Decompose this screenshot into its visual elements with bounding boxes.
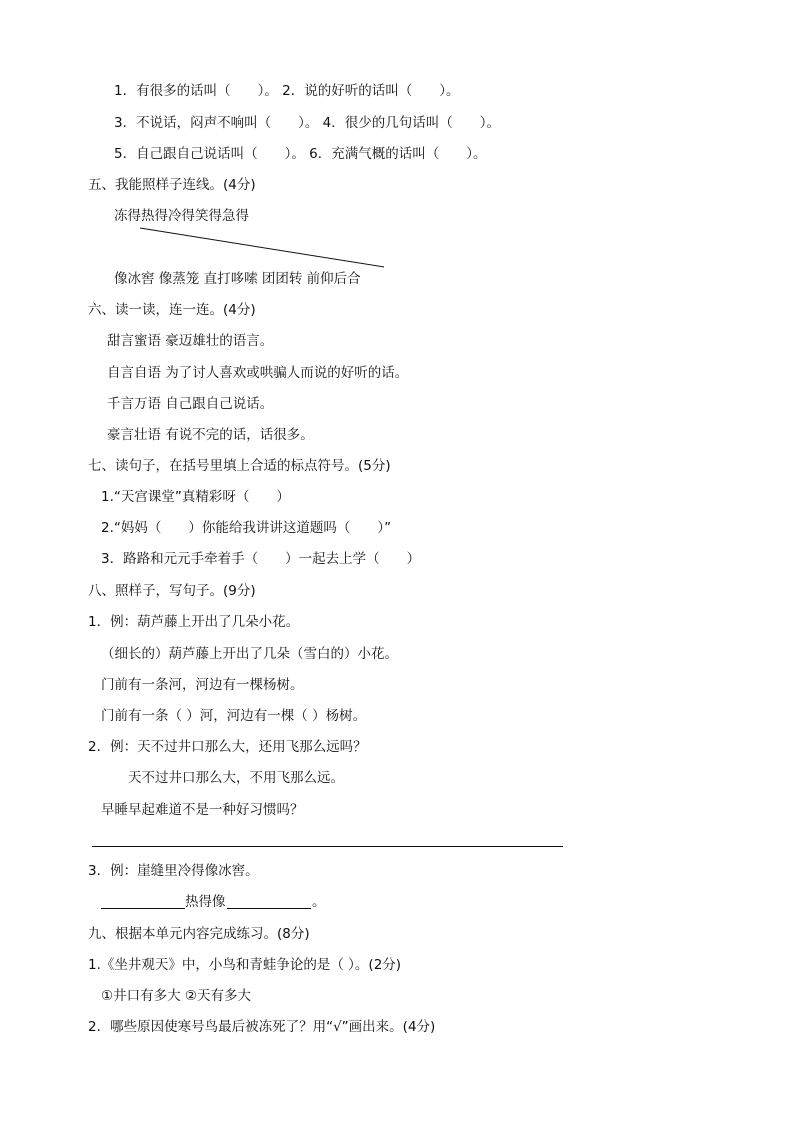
idiom-row-3: 千言万语 自己跟自己说话。 xyxy=(107,396,274,412)
question-3-period: 。 xyxy=(312,894,326,910)
question-1: 门前有一条河，河边有一棵杨树。 xyxy=(101,677,304,693)
question-line-1-2: 1．有很多的话叫（ ）。 2．说的好听的话叫（ ）。 xyxy=(114,83,460,99)
question-9-1: 1.《坐井观天》中，小鸟和青蛙争论的是（ ）。(2分) xyxy=(88,957,402,973)
question-3-text: 热得像 xyxy=(185,894,226,910)
punctuation-sentence-1: 1.“天宫课堂”真精彩呀（ ） xyxy=(101,489,290,505)
example-2: 2．例：天不过井口那么大，还用飞那么远吗？ xyxy=(88,739,367,755)
connect-bottom-words: 像冰窖 像蒸笼 直打哆嗦 团团转 前仰后合 xyxy=(114,271,361,287)
idiom-row-4: 豪言壮语 有说不完的话，话很多。 xyxy=(107,427,314,443)
section-5-heading: 五、我能照样子连线。(4分) xyxy=(88,177,256,193)
question-2: 早睡早起难道不是一种好习惯吗？ xyxy=(101,802,304,818)
connect-top-words: 冻得热得冷得笑得急得 xyxy=(114,208,249,224)
blank-1 xyxy=(101,908,185,909)
section-8-heading: 八、照样子，写句子。(9分) xyxy=(88,583,256,599)
punctuation-sentence-2: 2.“妈妈（ ）你能给我讲讲这道题吗（ ）” xyxy=(101,520,392,536)
question-line-3-4: 3．不说话，闷声不响叫（ ）。 4．很少的几句话叫（ ）。 xyxy=(114,115,500,131)
question-1-blanks: 门前有一条（ ）河，河边有一棵（ ）杨树。 xyxy=(101,708,367,724)
punctuation-sentence-3: 3．路路和元元手牵着手（ ）一起去上学（ ） xyxy=(101,551,421,567)
example-2-answer: 天不过井口那么大，不用飞那么远。 xyxy=(128,770,344,786)
question-line-5-6: 5．自己跟自己说话叫（ ）。 6．充满气概的话叫（ ）。 xyxy=(114,146,487,162)
blank-2 xyxy=(227,908,311,909)
idiom-row-1: 甜言蜜语 豪迈雄壮的语言。 xyxy=(107,333,274,349)
example-1-answer: （细长的）葫芦藤上开出了几朵（雪白的）小花。 xyxy=(101,646,398,662)
idiom-row-2: 自言自语 为了讨人喜欢或哄骗人而说的好听的话。 xyxy=(107,365,409,381)
example-3: 3．例：崖缝里冷得像冰窖。 xyxy=(88,863,259,879)
section-7-heading: 七、读句子，在括号里填上合适的标点符号。(5分) xyxy=(88,458,391,474)
question-9-1-options: ①井口有多大 ②天有多大 xyxy=(101,988,251,1004)
question-9-2: 2．哪些原因使寒号鸟最后被冻死了？用“√”画出来。(4分) xyxy=(88,1019,436,1035)
section-9-heading: 九、根据本单元内容完成练习。(8分) xyxy=(88,926,310,942)
example-1: 1．例：葫芦藤上开出了几朵小花。 xyxy=(88,614,300,630)
answer-line xyxy=(92,846,563,847)
section-6-heading: 六、读一读，连一连。(4分) xyxy=(88,302,256,318)
